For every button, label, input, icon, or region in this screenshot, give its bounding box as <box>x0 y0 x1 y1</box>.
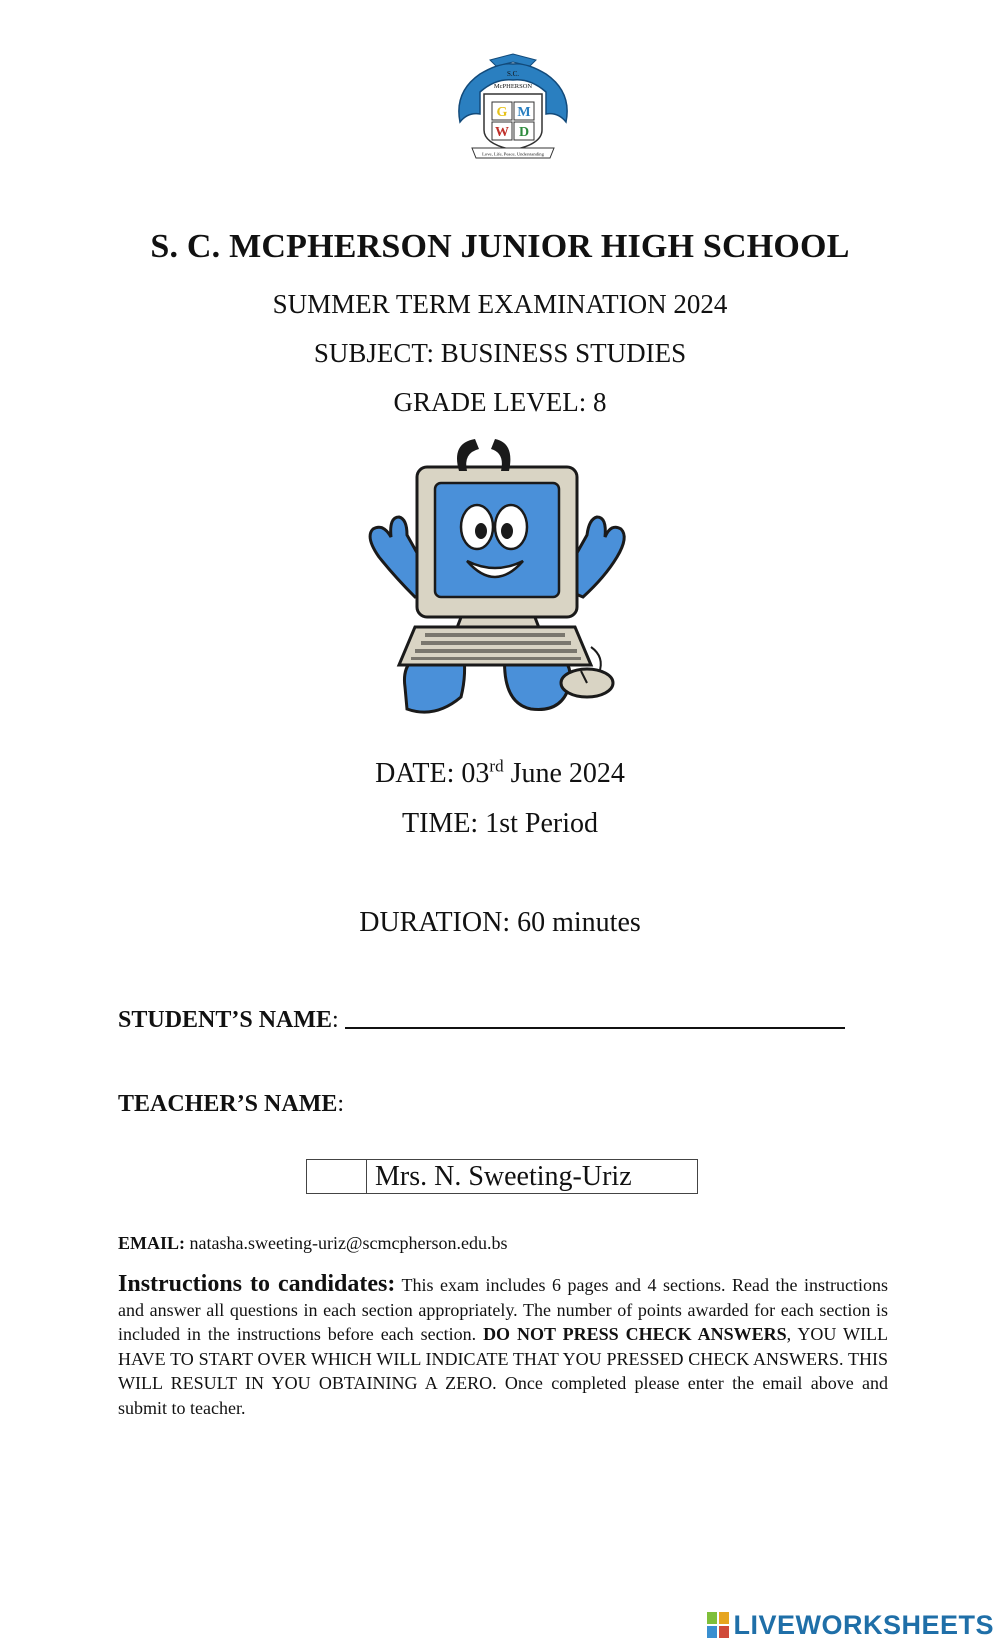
school-crest-logo <box>450 52 576 168</box>
instructions-warning: DO NOT PRESS CHECK ANSWERS <box>483 1324 787 1345</box>
teacher-name-select-box[interactable] <box>307 1160 367 1193</box>
computer-mascot-illustration <box>355 437 645 739</box>
instructions-text-1: This exam includes 6 pages and 4 sections. Read the instructions and answer all questions in each section appropriately. The number of points awarded for each section is included in the instructions before each section. <box>118 1275 889 1345</box>
crest-letter-m: M <box>517 105 531 120</box>
exam-date <box>0 758 1000 790</box>
student-name-label: STUDENT’S NAME <box>118 1007 333 1033</box>
exam-term: SUMMER TERM EXAMINATION 2024 <box>272 289 728 319</box>
instructions-text-2: , YOU WILL HAVE TO START OVER WHICH WILL INDICATE THAT YOU PRESSED CHECK ANSWERS. THIS WILL RESULT IN YOU OBTAINING A ZERO. Once completed please enter the email above and submit to teacher. <box>118 1324 889 1418</box>
crest-arc-text: McPHERSON <box>493 83 533 90</box>
exam-time: TIME: 1st Period <box>402 808 598 839</box>
instructions-paragraph <box>118 1272 888 1421</box>
teacher-name-value: Mrs. N. Sweeting-Uriz <box>375 1161 632 1192</box>
teacher-name-dropdown[interactable] <box>306 1159 698 1194</box>
school-title: S. C. MCPHERSON JUNIOR HIGH SCHOOL <box>150 228 850 265</box>
student-name-input-line[interactable] <box>345 1003 845 1029</box>
liveworksheets-logo-icon <box>707 1612 729 1638</box>
crest-letter-g: G <box>496 105 508 120</box>
teacher-name-row <box>118 1091 344 1118</box>
exam-date-month-year: June 2024 <box>503 758 625 789</box>
email-row <box>118 1233 507 1254</box>
exam-duration: DURATION: 60 minutes <box>359 907 641 938</box>
student-name-colon: : <box>332 1007 339 1033</box>
crest-top-text: S.C. <box>506 70 520 78</box>
email-value: natasha.sweeting-uriz@scmcpherson.edu.bs <box>189 1233 508 1253</box>
teacher-name-colon: : <box>337 1091 345 1117</box>
instructions-heading: Instructions to candidates: <box>118 1271 396 1297</box>
liveworksheets-name: LIVEWORKSHEETS <box>733 1609 994 1640</box>
exam-date-day: DATE: 03 <box>375 758 490 789</box>
exam-grade-level: GRADE LEVEL: 8 <box>393 387 607 417</box>
student-name-row <box>118 1003 845 1034</box>
crest-letter-d: D <box>518 125 530 140</box>
crest-motto: Love, Life, Peace, Understanding <box>482 151 544 157</box>
crest-letter-w: W <box>495 125 509 140</box>
liveworksheets-brand <box>707 1608 994 1642</box>
email-label: EMAIL: <box>118 1233 185 1253</box>
teacher-name-label: TEACHER’S NAME <box>118 1091 338 1117</box>
exam-date-ordinal: rd <box>489 756 504 776</box>
exam-subject: SUBJECT: BUSINESS STUDIES <box>313 338 687 368</box>
